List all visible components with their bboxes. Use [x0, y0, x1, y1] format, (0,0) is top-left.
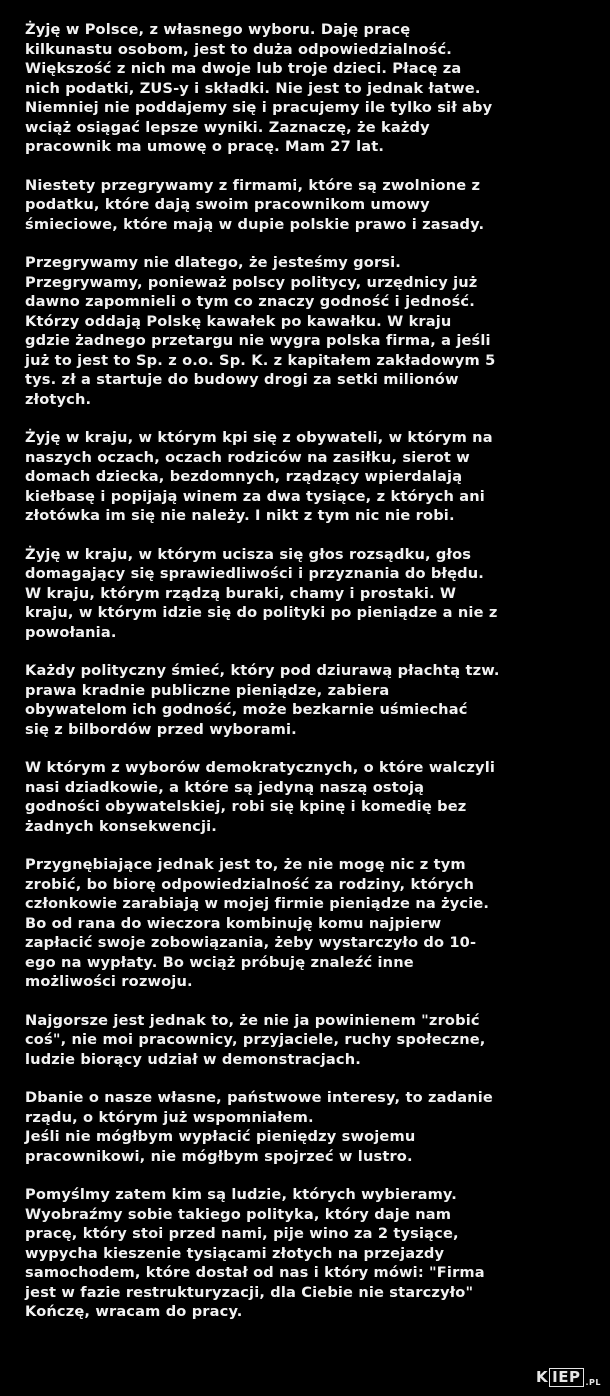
text-line: podatku, które dają swoim pracownikom umowy	[25, 196, 430, 213]
text-line: Bo od rana do wieczora kombinuję komu najpierw	[25, 914, 442, 932]
watermark-boxed: IEP	[549, 1368, 583, 1387]
text-line: Najgorsze jest jednak to, że nie ja powinienem "zrobić	[25, 1011, 480, 1029]
paragraph	[25, 661, 585, 739]
text-line: Wyobraźmy sobie takiego polityka, który daje nam	[25, 1205, 452, 1223]
watermark-prefix: K	[536, 1368, 549, 1386]
text-line: powołania.	[25, 623, 117, 641]
paragraph	[25, 253, 585, 409]
text-line: coś", nie moi pracownicy, przyjaciele, ruchy społeczne,	[25, 1031, 486, 1048]
text-line: tys. zł a startuje do budowy drogi za setki milionów	[25, 371, 459, 388]
text-line: godności obywatelskiej, robi się kpinę i komedię bez	[25, 798, 467, 815]
text-line: zapłacić swoje zobowiązania, żeby wystarczyło do 10-	[25, 934, 477, 951]
paragraph	[25, 176, 585, 235]
text-line: prawa kradnie publiczne pieniądze, zabiera	[25, 681, 390, 699]
text-line: Przegrywamy, ponieważ polscy politycy, urzędnicy już	[25, 273, 478, 291]
text-line: Żyję w Polsce, z własnego wyboru. Daję pracę	[25, 21, 411, 38]
text-line: dawno zapomnieli o tym co znaczy godność i jedność.	[25, 293, 475, 310]
kiep-logo-watermark	[536, 1366, 601, 1388]
text-line: ludzie biorący udział w demonstracjach.	[25, 1050, 361, 1068]
text-line: Niemniej nie poddajemy się i pracujemy ile tylko sił aby	[25, 99, 493, 116]
text-line: Pomyślmy zatem kim są ludzie, których wybieramy.	[25, 1186, 457, 1203]
paragraph	[25, 758, 585, 836]
text-line: ego na wypłaty. Bo wciąż próbuję znaleźć inne	[25, 953, 414, 971]
text-line: członkowie zarabiają w mojej firmie pieniądze na życie.	[25, 895, 490, 912]
text-line: możliwości rozwoju.	[25, 973, 193, 990]
text-line: złotych.	[25, 390, 92, 408]
text-line: nich podatki, ZUS-y i składki. Nie jest to jednak łatwe.	[25, 79, 481, 97]
text-line: naszych oczach, oczach rodziców na zasiłku, sierot w	[25, 448, 470, 466]
text-line: obywatelom ich godność, może bezkarnie uśmiechać	[25, 701, 468, 718]
text-line: Niestety przegrywamy z firmami, które są zwolnione z	[25, 176, 481, 194]
paragraph	[25, 1185, 585, 1322]
paragraph	[25, 545, 585, 643]
paragraph	[25, 855, 585, 992]
text-line: wciąż osiągać lepsze wyniki. Zaznaczę, że każdy	[25, 118, 430, 136]
text-line: kraju, w którym idzie się do polityki po pieniądze a nie z	[25, 604, 498, 621]
text-line: W którym z wyborów demokratycznych, o które walczyli	[25, 759, 496, 776]
text-line: Przygnębiające jednak jest to, że nie mogę nic z tym	[25, 856, 466, 873]
text-line: kiełbasę i popijają winem za dwa tysiące, z których ani	[25, 487, 485, 505]
text-line: Jeśli nie mógłbym wypłacić pieniędzy swojemu	[25, 1128, 416, 1145]
text-line: Żyję w kraju, w którym ucisza się głos rozsądku, głos	[25, 545, 472, 563]
paragraph	[25, 1088, 585, 1166]
article-text	[25, 20, 585, 1341]
text-line: nasi dziadkowie, a które są jedyną naszą ostoją	[25, 778, 425, 796]
text-line: domach dziecka, bezdomnych, rządzący wpierdalają	[25, 468, 463, 485]
text-line: Kończę, wracam do pracy.	[25, 1303, 243, 1320]
text-line: śmieciowe, które mają w dupie polskie prawo i zasady.	[25, 215, 485, 233]
text-line: kilkunastu osobom, jest to duża odpowiedzialność.	[25, 40, 452, 58]
paragraph	[25, 1011, 585, 1070]
text-line: pracownik ma umowę o pracę. Mam 27 lat.	[25, 138, 385, 155]
text-line: złotówka im się nie należy. I nikt z tym nic nie robi.	[25, 507, 455, 524]
text-line: się z bilbordów przed wyborami.	[25, 720, 297, 738]
text-line: gdzie żadnego przetargu nie wygra polska firma, a jeśli	[25, 332, 491, 349]
text-line: domagający się sprawiedliwości i przyznania do błędu.	[25, 565, 484, 582]
text-line: W kraju, którym rządzą buraki, chamy i prostaki. W	[25, 584, 457, 602]
text-line: już to jest to Sp. z o.o. Sp. K. z kapitałem zakładowym 5	[25, 351, 496, 369]
text-line: pracownikowi, nie mógłbym spojrzeć w lustro.	[25, 1147, 413, 1165]
text-line: Żyję w kraju, w którym kpi się z obywateli, w którym na	[25, 429, 493, 446]
text-line: rządu, o którym już wspomniałem.	[25, 1108, 314, 1126]
text-line: pracę, który stoi przed nami, pije wino za 2 tysiące,	[25, 1225, 459, 1242]
text-line: Dbanie o nasze własne, państwowe interesy, to zadanie	[25, 1089, 493, 1106]
text-line: Większość z nich ma dwoje lub troje dzieci. Płacę za	[25, 60, 462, 77]
text-line: Którzy oddają Polskę kawałek po kawałku. W kraju	[25, 312, 452, 330]
text-line: Każdy polityczny śmieć, który pod dziurawą płachtą tzw.	[25, 662, 500, 679]
text-line: wypycha kieszenie tysiącami złotych na przejazdy	[25, 1244, 445, 1262]
paragraph	[25, 428, 585, 526]
text-line: samochodem, które dostał od nas i który mówi: "Firma	[25, 1264, 485, 1281]
text-line: zrobić, bo biorę odpowiedzialność za rodziny, których	[25, 875, 474, 893]
paragraph	[25, 20, 585, 157]
text-line: żadnych konsekwencji.	[25, 817, 217, 835]
watermark-suffix: .PL	[585, 1378, 601, 1387]
text-line: Przegrywamy nie dlatego, że jesteśmy gorsi.	[25, 254, 401, 271]
text-line: jest w fazie restrukturyzacji, dla Ciebie nie starczyło"	[25, 1283, 474, 1301]
